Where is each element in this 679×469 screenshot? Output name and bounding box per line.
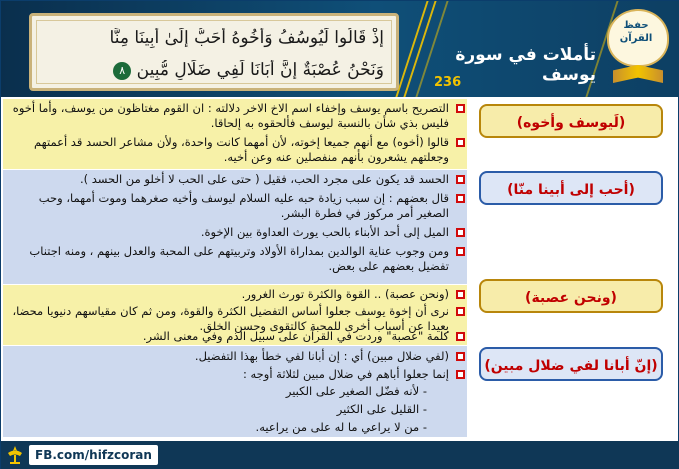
bullet-icon [456,175,465,184]
logo-text: حفظ القرآن [619,20,653,44]
page-number: 236 [434,75,462,90]
bullet-icon [456,352,465,361]
bullet-icon [456,370,465,379]
bullet-icon [456,332,465,341]
content-list [3,99,467,437]
list-item: (لفي ضلال مبين) أي : إن أبانا لفي خطأ بهذا التفضيل. [11,349,463,364]
hifz-quran-logo [607,9,669,89]
label-dalal-mubin: (إنّ أبانا لفي ضلال مبين) [479,347,663,381]
bullet-icon [456,138,465,147]
bullet-icon [456,194,465,203]
ayah-number-badge: ٨ [113,62,131,80]
facebook-icon [5,444,25,466]
verse-line-2 [44,60,384,80]
bullet-icon [456,290,465,299]
bullet-icon [456,228,465,237]
list-item: الميل إلى أحد الأبناء بالحب يورث العداوة بين الإخوة. [11,225,463,240]
verse-frame [29,13,399,91]
label-ahabbu-ila-abina: (أحب إلى أبينا منّا) [479,171,663,205]
bullet-icon [456,247,465,256]
list-item: التصريح باسم يوسف وإخفاء اسم الاخ الاخر دلالته : ان القوم مغتاظون من يوسف، وأما أخوه فليس بذي شأن بالنسبة ليوسف فألحقوه به إلحاقا. [11,101,463,131]
label-nahnu-usba: (ونحن عصبة) [479,279,663,313]
list-item: ومن وجوب عناية الوالدين بمداراة الأولاد وتربيتهم على المحبة والعدل بينهم ، ومنه اجتناب تفضيل بعضهم على بعض. [11,244,463,274]
list-item: (ونحن عصبة) .. القوة والكثرة تورث الغرور. [11,287,463,302]
bullet-icon [456,104,465,113]
label-yusuf-wa-akhuh: (لَيوسف وأخوه) [479,104,663,138]
list-item: الحسد قد يكون على مجرد الحب، فقيل ( حتى على الحب لا أخلو من الحسد ). [11,172,463,187]
facebook-page-link[interactable]: FB.com/hifzcoran [29,445,158,465]
sub-list-item: - القليل على الكثير [336,402,427,416]
list-item: كلمة "عصبة" وردت في القرآن على سبيل الذم وفي معنى الشر. [11,329,463,344]
sub-list-item: - من لا يراعي ما له على من يراعيه. [255,420,427,434]
verse-line-2-text: وَنَحْنُ عُصْبَةٌ إِنَّ أَبَانَا لَفِي ضَلَالٍ مُّبِينٍ [136,60,384,80]
footer-bar [1,441,679,469]
page-title: تأملات في سورة يوسف [455,45,596,85]
verse-line-1: إِذْ قَالُوا لَيُوسُفُ وَأَخُوهُ أَحَبُّ إِلَىٰ أَبِينَا مِنَّا [109,28,384,48]
list-item: نرى أن إخوة يوسف جعلوا أساس التفضيل الكثرة والقوة، ومن ثم كان مقياسهم دنيويا محضا، بعيدا عن أسباب أخرى للمحبة كالتقوى وحسن الخلق. [11,304,463,334]
list-item: قال بعضهم : إن سبب زيادة حبه عليه السلام ليوسف وأخيه صغرهما وموت أمهما، وحب الصغير أمر مركوز في فطرة البشر. [11,191,463,221]
header-banner [1,1,679,97]
bullet-icon [456,307,465,316]
list-item: إنما جعلوا أباهم في ضلال مبين لثلاثة أوجه : [11,367,463,382]
open-book-icon [613,65,663,83]
sub-list-item: - لأنه فضّل الصغير على الكبير [285,384,427,398]
list-item: قالوا (أخوه) مع أنهم جميعا إخوته، لأن أمهما كانت واحدة، ولأن مشاعر الحسد قد أعمتهم وجعلتهم يشعرون بأنهم منفصلين عنه وعن أخيه. [11,135,463,165]
